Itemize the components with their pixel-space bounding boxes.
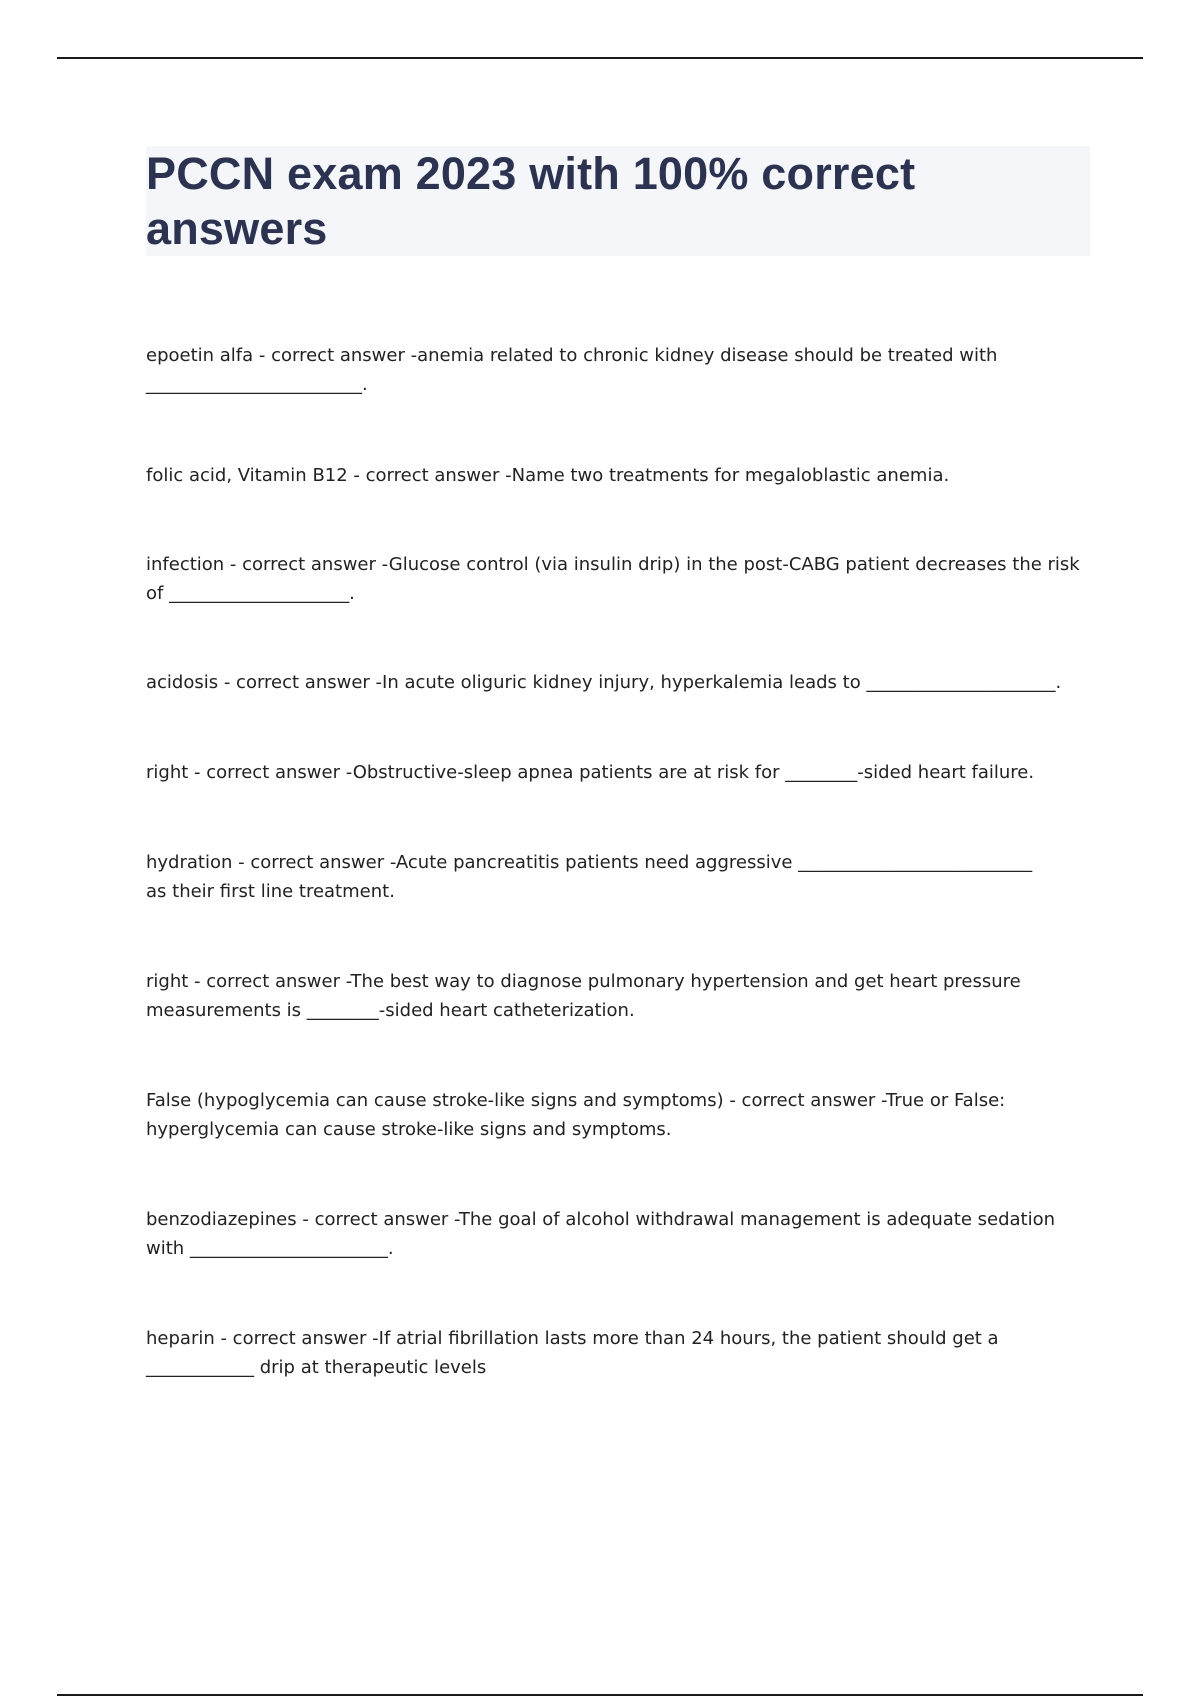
qa-item: benzodiazepines - correct answer -The goal of alcohol withdrawal management is adequate sedation with ______________________. [146, 1209, 1055, 1259]
qa-item: epoetin alfa - correct answer -anemia related to chronic kidney disease should be treated with ________________________. [146, 345, 998, 395]
qa-item: right - correct answer -Obstructive-sleep apnea patients are at risk for ________-sided heart failure. [146, 762, 1035, 783]
bottom-rule [57, 1694, 1143, 1696]
title-block [146, 146, 1090, 256]
page-body [146, 146, 1090, 1382]
qa-item: acidosis - correct answer -In acute oliguric kidney injury, hyperkalemia leads to _____________________. [146, 672, 1062, 693]
qa-item: infection - correct answer -Glucose control (via insulin drip) in the post-CABG patient decreases the risk of ____________________. [146, 554, 1080, 604]
qa-item: hydration - correct answer -Acute pancreatitis patients need aggressive __________________________ as their first line treatment. [146, 852, 1033, 902]
page-title: PCCN exam 2023 with 100% correct answers [146, 148, 916, 254]
qa-item: right - correct answer -The best way to diagnose pulmonary hypertension and get heart pressure measurements is ________-sided heart catheterization. [146, 971, 1021, 1021]
qa-item: heparin - correct answer -If atrial fibrillation lasts more than 24 hours, the patient should get a ____________ drip at therapeutic levels [146, 1328, 999, 1378]
qa-item: folic acid, Vitamin B12 - correct answer -Name two treatments for megaloblastic anemia. [146, 465, 950, 486]
top-rule [57, 57, 1143, 59]
qa-item: False (hypoglycemia can cause stroke-like signs and symptoms) - correct answer -True or False: hyperglycemia can cause stroke-like signs and symptoms. [146, 1090, 1006, 1140]
qa-list [146, 341, 1090, 1382]
